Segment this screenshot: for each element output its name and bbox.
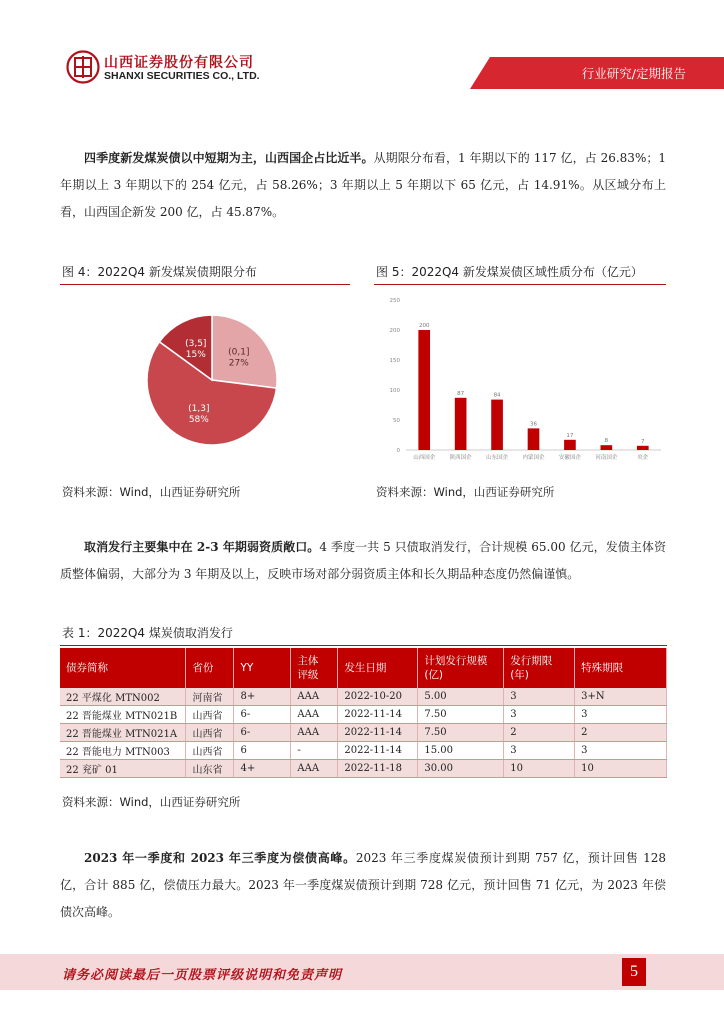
x-tick-label: 山西国企 [413,455,436,461]
table-row [60,688,667,706]
pie-chart [140,305,285,455]
table-cell: 2022-11-14 [338,724,418,742]
table-cell: 10 [504,760,575,778]
table-cell: 22 平煤化 MTN002 [60,688,186,706]
bar [491,400,503,450]
table-row [60,742,667,760]
table-cell: 4+ [234,760,291,778]
x-tick-label: 安徽国企 [558,455,581,461]
bar-value-label: 17 [566,432,574,439]
table-cell: 2022-11-18 [338,760,418,778]
table-cell: 3 [504,742,575,760]
table-cell: 2022-11-14 [338,742,418,760]
table-header-cell: 发生日期 [338,648,418,688]
paragraph-3-lead: 2023 年一季度和 2023 年三季度为偿债高峰。 [84,851,356,865]
table-cell: AAA [291,760,338,778]
bar [601,445,613,450]
company-name-en: SHANXI SECURITIES CO., LTD. [104,70,260,82]
figure-4-caption-rule [60,284,350,285]
table-cell: 6- [234,706,291,724]
figure-4-caption: 图 4：2022Q4 新发煤炭债期限分布 [62,265,257,279]
table-header-cell: 特殊期限 [575,648,667,688]
table-header-cell: 发行期限 (年) [504,648,575,688]
table-cell: 3 [504,688,575,706]
paragraph-1-lead: 四季度新发煤炭债以中短期为主，山西国企占比近半。 [84,151,374,165]
table-cell: - [291,742,338,760]
table-cell: 山东省 [186,760,234,778]
x-tick-label: 河南国企 [595,455,618,461]
table-header-cell: 省份 [186,648,234,688]
bar [455,398,467,450]
table-cell: 6 [234,742,291,760]
pie-slice-label: (0,1] [228,347,250,358]
paragraph-3-body: 2023 年三季度煤炭债预计到期 757 亿，预计回售 128 亿，合计 885 亿，偿债压力最大。2023 年一季度煤炭债预计到期 728 亿元，预计回售 71 亿元，为 2023 年偿债次高峰。 [60,851,666,919]
paragraph-1-body: 从期限分布看，1 年期以下的 117 亿，占 26.83%；1 年期以上 3 年期以下的 254 亿元，占 58.26%；3 年期以上 5 年期以下 65 亿元，占 14.91%。从区域分布上看，山西国企新发 200 亿，占 45.87%。 [60,151,666,219]
x-tick-label: 内蒙国企 [522,455,545,461]
table-header-row [60,648,667,688]
bar-value-label: 84 [493,392,501,399]
table-cell: 山西省 [186,706,234,724]
table-1-caption: 表 1：2022Q4 煤炭债取消发行 [62,626,233,640]
bar-value-label: 8 [604,438,609,445]
bar-value-label: 36 [530,421,537,428]
table-cell: 10 [575,760,667,778]
bar-value-label: 7 [641,438,645,445]
paragraph-1 [60,145,666,226]
table-cell: 2 [504,724,575,742]
pie-slice-label: (3,5] [185,339,207,350]
table-cell: 22 晋能煤业 MTN021B [60,706,186,724]
table-cell: 3+N [575,688,667,706]
paragraph-2-lead: 取消发行主要集中在 2-3 年期弱资质敞口。 [84,540,320,554]
table-cell: 山西省 [186,742,234,760]
table-row [60,706,667,724]
table-cell: 6- [234,724,291,742]
paragraph-2-body: 4 季度一共 5 只债取消发行，合计规模 65.00 亿元，发债主体资质整体偏弱，大部分为 3 年期及以上，反映市场对部分弱资质主体和长久期品种态度仍然偏谨慎。 [60,540,666,581]
table-cell: 2 [575,724,667,742]
paragraph-3 [60,845,666,926]
table-header-cell: 债券简称 [60,648,186,688]
table-cell: 2022-10-20 [338,688,418,706]
table-cell: 7.50 [418,706,504,724]
table-1-source: 资料来源：Wind，山西证券研究所 [62,795,241,809]
table-header-cell: YY [234,648,291,688]
footer-disclaimer: 请务必阅读最后一页股票评级说明和免责声明 [62,968,343,983]
figure-5-source: 资料来源：Wind，山西证券研究所 [376,485,555,499]
table-cell: 22 兖矿 01 [60,760,186,778]
y-tick-label: 0 [396,448,400,454]
bar [528,428,540,450]
x-tick-label: 山东国企 [486,455,509,461]
pie-slice-value: 15% [185,350,206,361]
table-cell: AAA [291,688,338,706]
table-cell: 7.50 [418,724,504,742]
figure-5-caption-rule [374,284,666,285]
table-1-caption-rule [60,645,667,646]
table-cell: 22 晋能煤业 MTN021A [60,724,186,742]
paragraph-2 [60,534,666,588]
table-cell: 山西省 [186,724,234,742]
report-type: 行业研究/定期报告 [581,66,686,81]
y-tick-label: 200 [389,328,400,334]
pie-slice-label: (1,3] [188,404,210,415]
y-tick-label: 50 [393,418,400,424]
table-cell: 3 [575,742,667,760]
table-cell: 5.00 [418,688,504,706]
figure-4-source: 资料来源：Wind，山西证券研究所 [62,485,241,499]
table-row [60,724,667,742]
table-cell: AAA [291,724,338,742]
company-name-cn: 山西证券股份有限公司 [104,55,254,71]
table-cell: AAA [291,706,338,724]
bar-value-label: 87 [457,390,465,397]
page-number: 5 [622,958,646,986]
pie-slice-value: 58% [188,415,209,426]
y-tick-label: 250 [389,298,400,304]
table-cell: 8+ [234,688,291,706]
table-row [60,760,667,778]
table-cell: 3 [504,706,575,724]
table-cell: 22 晋能电力 MTN003 [60,742,186,760]
table-cell: 30.00 [418,760,504,778]
table-header-cell: 计划发行规模 (亿) [418,648,504,688]
table-cell: 2022-11-14 [338,706,418,724]
table-cell: 3 [575,706,667,724]
y-tick-label: 150 [389,358,400,364]
bar [418,330,430,450]
bar-value-label: 200 [418,323,430,329]
bar [637,446,649,450]
y-tick-label: 100 [389,388,400,394]
company-logo-icon [66,50,100,84]
table-cell: 15.00 [418,742,504,760]
x-tick-label: 陕西国企 [449,455,472,461]
bar-chart [376,292,666,467]
cancelled-issuance-table [60,648,667,778]
figure-5-caption: 图 5：2022Q4 新发煤炭债区域性质分布（亿元） [376,265,643,279]
table-cell: 河南省 [186,688,234,706]
table-header-cell: 主体 评级 [291,648,338,688]
bar [564,440,576,450]
x-tick-label: 央企 [637,455,649,461]
pie-slice-value: 27% [228,358,249,369]
